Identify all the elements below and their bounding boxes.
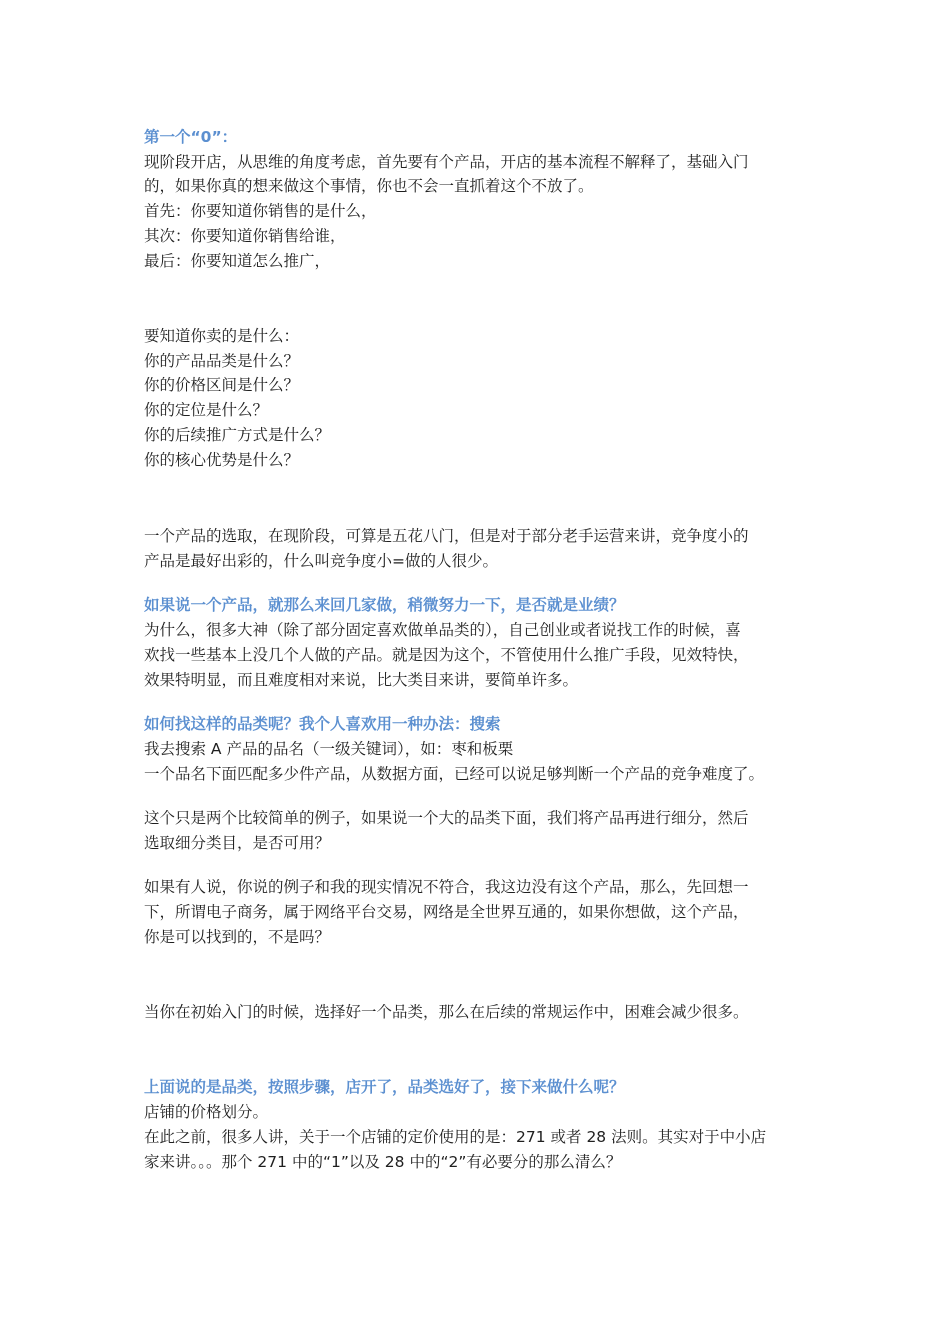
section-heading: 上面说的是品类，按照步骤，店开了，品类选好了，接下来做什么呢？ [144,1078,625,1096]
paragraph-line: 你的核心优势是什么？ [144,451,300,469]
paragraph-line: 你的后续推广方式是什么？ [144,426,331,444]
paragraph-line: 的，如果你真的想来做这个事情，你也不会一直抓着这个不放了。 [144,177,594,195]
paragraph-line: 效果特明显，而且难度相对来说，比大类目来讲，要简单许多。 [144,671,579,689]
paragraph-line: 你是可以找到的，不是吗？ [144,928,331,946]
paragraph-line: 店铺的价格划分。 [144,1103,269,1121]
paragraph-line: 你的产品品类是什么？ [144,352,300,370]
paragraph-line: 为什么，很多大神（除了部分固定喜欢做单品类的），自己创业或者说找工作的时候，喜 [144,621,741,639]
paragraph-line: 如果有人说，你说的例子和我的现实情况不符合，我这边没有这个产品，那么，先回想一 [144,878,749,896]
paragraph-line: 要知道你卖的是什么： [144,327,300,345]
paragraph-line: 你的价格区间是什么？ [144,376,300,394]
paragraph-line: 这个只是两个比较简单的例子，如果说一个大的品类下面，我们将产品再进行细分，然后 [144,809,749,827]
paragraph-line: 欢找一些基本上没几个人做的产品。就是因为这个，不管使用什么推广手段，见效特快， [144,646,749,664]
paragraph-line: 家来讲。。。那个 271 中的“1”以及 28 中的“2”有必要分的那么清么？ [144,1153,622,1171]
paragraph-line: 其次：你要知道你销售给谁， [144,227,346,245]
paragraph-line: 你的定位是什么？ [144,401,269,419]
paragraph-line: 首先：你要知道你销售的是什么， [144,202,377,220]
paragraph-line: 一个品名下面匹配多少件产品，从数据方面，已经可以说足够判断一个产品的竞争难度了。 [144,765,765,783]
paragraph-line: 选取细分类目，是否可用？ [144,834,331,852]
paragraph-line: 现阶段开店，从思维的角度考虑，首先要有个产品，开店的基本流程不解释了，基础入门 [144,153,749,171]
paragraph-line: 下，所谓电子商务，属于网络平台交易，网络是全世界互通的，如果你想做，这个产品， [144,903,749,921]
section-heading: 如何找这样的品类呢？我个人喜欢用一种办法：搜索 [144,715,501,733]
paragraph-line: 产品是最好出彩的，什么叫竞争度小=做的人很少。 [144,552,498,570]
paragraph-line: 当你在初始入门的时候，选择好一个品类，那么在后续的常规运作中，困难会减少很多。 [144,1003,749,1021]
paragraph-line: 一个产品的选取，在现阶段，可算是五花八门，但是对于部分老手运营来讲，竞争度小的 [144,527,749,545]
section-heading: 第一个“0”： [144,128,238,146]
paragraph-line: 最后：你要知道怎么推广， [144,252,331,270]
paragraph-line: 在此之前，很多人讲，关于一个店铺的定价使用的是：271 或者 28 法则。其实对于中小店 [144,1128,767,1146]
section-heading: 如果说一个产品，就那么来回几家做，稍微努力一下，是否就是业绩？ [144,596,625,614]
paragraph-line: 我去搜索 A 产品的品名（一级关键词），如：枣和板栗 [144,740,514,758]
